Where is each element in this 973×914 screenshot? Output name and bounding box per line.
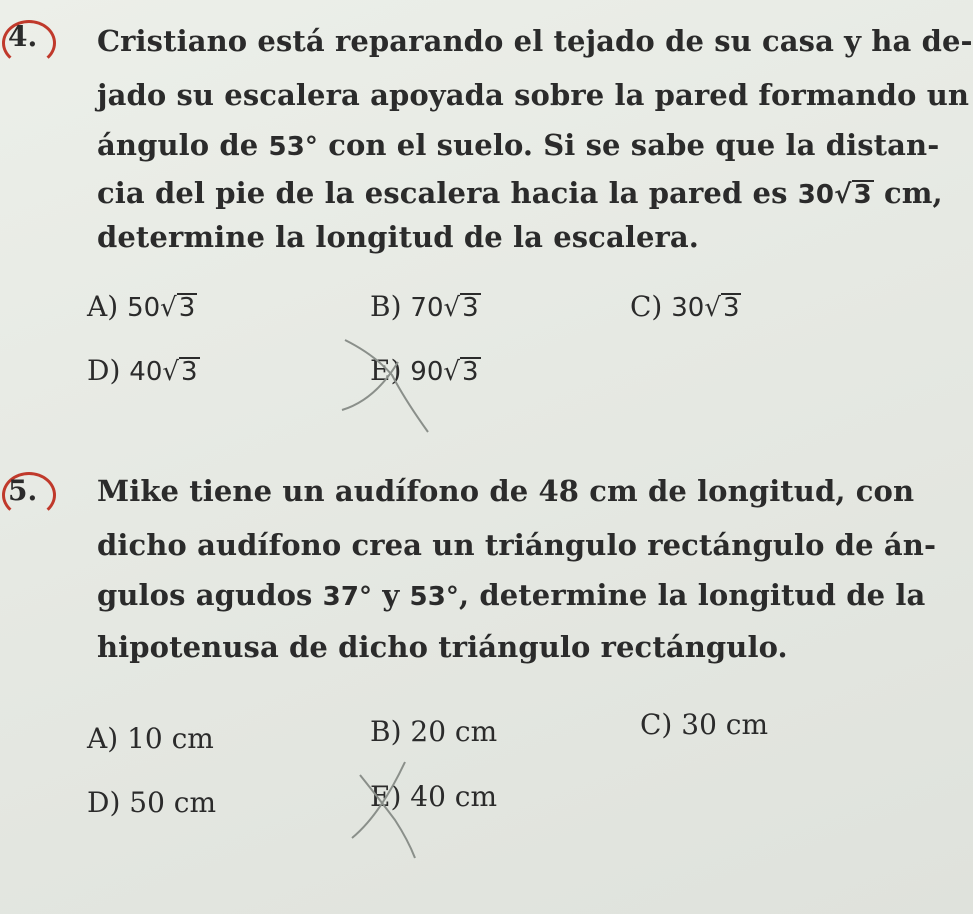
q4-option-a[interactable]: A) 50√3 — [87, 290, 196, 323]
q5-option-d[interactable]: D) 50 cm — [87, 786, 217, 819]
question-5-line-2: dicho audífono crea un triángulo rectángulo de án- — [97, 528, 937, 562]
question-4-line-1: Cristiano está reparando el tejado de su casa y ha de- — [97, 24, 973, 58]
q4-option-d[interactable]: D) 40√3 — [87, 354, 198, 387]
question-4-number: 4. — [8, 20, 38, 53]
q5-option-c[interactable]: C) 30 cm — [640, 708, 769, 741]
q4-answer-check-mark — [345, 340, 428, 432]
q5-answer-check-mark — [360, 775, 415, 858]
question-4-line-5: determine la longitud de la escalera. — [97, 220, 699, 254]
q4-answer-slash-mark — [342, 362, 398, 410]
question-4-distance: 30√3 — [797, 180, 872, 210]
question-4-line-3-post: con el suelo. Si se sabe que la distan- — [328, 128, 940, 162]
q4-option-e[interactable]: E) 90√3 — [370, 354, 479, 387]
question-5-line-1: Mike tiene un audífono de 48 cm de longitud, con — [97, 474, 915, 508]
q5-option-a[interactable]: A) 10 cm — [87, 722, 214, 755]
q5-option-e[interactable]: E) 40 cm — [370, 780, 498, 813]
q5-option-b[interactable]: B) 20 cm — [370, 715, 498, 748]
q4-option-c[interactable]: C) 30√3 — [630, 290, 740, 323]
question-4-angle: 53° — [268, 132, 319, 162]
question-4-unit: cm, — [883, 176, 943, 210]
question-4-line-4-text: cia del pie de la escalera hacia la pared es — [97, 176, 788, 210]
question-5-line-3: gulos agudos 37° y 53°, determine la longitud de la — [97, 578, 926, 612]
question-5-angle-37: 37° — [322, 582, 373, 612]
question-5-number: 5. — [8, 474, 38, 507]
question-5-line-4: hipotenusa de dicho triángulo rectángulo. — [97, 630, 788, 664]
question-4-line-3-pre: ángulo de — [97, 128, 259, 162]
question-4-line-2: jado su escalera apoyada sobre la pared formando un — [97, 78, 970, 112]
question-5-angle-53: 53° — [409, 582, 459, 612]
q4-option-b[interactable]: B) 70√3 — [370, 290, 479, 323]
